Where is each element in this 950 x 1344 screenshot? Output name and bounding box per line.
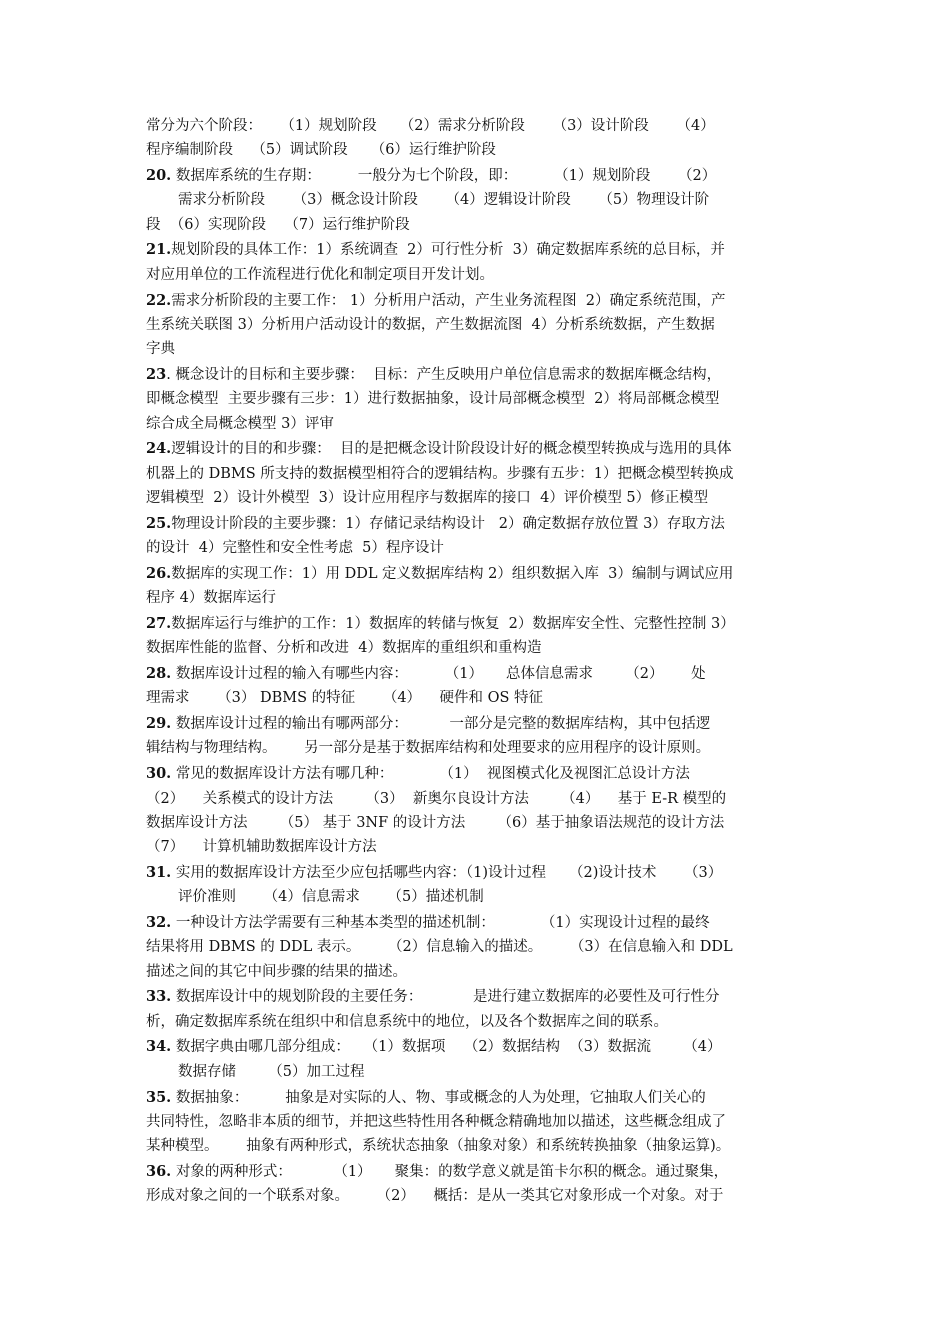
text-line [146, 164, 808, 188]
document-page [146, 114, 808, 1210]
entry-number: 20. [146, 167, 172, 185]
entry-number: 26. [146, 564, 172, 582]
entry-22 [146, 289, 808, 362]
entry-number: 22. [146, 291, 172, 309]
text-line: 需求分析阶段的主要工作： 1）分析用户活动，产生业务流程图 2）确定系统范围，产 [171, 292, 726, 309]
text-line: 对象的两种形式： （1） 聚集：的数学意义就是笛卡尔积的概念。通过聚集， [171, 1163, 729, 1180]
text-line: 某种模型。 抽象有两种形式，系统状态抽象（抽象对象）和系统转换抽象（抽象运算)。 [146, 1138, 731, 1155]
text-line: 描述之间的其它中间步骤的结果的描述。 [146, 963, 407, 980]
text-line: 辑结构与物理结构。 另一部分是基于数据库结构和处理要求的应用程序的设计原则。 [146, 740, 711, 757]
text-line: 共同特性，忽略非本质的细节，并把这些特性用各种概念精确地加以描述，这些概念组成了 [146, 1113, 726, 1130]
text-line [146, 712, 808, 736]
entry-26 [146, 562, 808, 611]
entry-number: 27. [146, 614, 172, 632]
text-line [146, 762, 808, 786]
text-line: 评价准则 （4）信息需求 （5）描述机制 [178, 889, 484, 906]
text-line [146, 238, 808, 262]
text-line: 数据库设计过程的输入有哪些内容： （1） 总体信息需求 （2） 处 [171, 666, 706, 683]
text-line: 常见的数据库设计方法有哪几种： （1） 视图模式化及视图汇总设计方法 [171, 766, 690, 783]
text-line [146, 861, 808, 885]
text-line: 逻辑设计的目的和步骤： 目的是把概念设计阶段设计好的概念模型转换成与选用的具体 [171, 441, 732, 458]
text-line: 理需求 （3） DBMS 的特征 （4） 硬件和 OS 特征 [146, 690, 544, 707]
text-line: 数据库设计方法 （5） 基于 3NF 的设计方法 （6）基于抽象语法规范的设计方法 [146, 814, 725, 831]
entry-20 [146, 164, 808, 237]
text-line: 需求分析阶段 （3）概念设计阶段 （4）逻辑设计阶段 （5）物理设计阶 [178, 192, 710, 209]
text-line [146, 662, 808, 686]
entry-number: 33. [146, 988, 172, 1006]
text-line [146, 1035, 808, 1059]
text-line: 结果将用 DBMS 的 DDL 表示。 （2）信息输入的描述。 （3）在信息输入和 DDL [146, 939, 733, 956]
text-line: 数据库系统的生存期： 一般分为七个阶段，即： （1）规划阶段 （2） [171, 168, 717, 185]
text-line: 数据字典由哪几部分组成： （1）数据项 （2）数据结构 （3）数据流 （4） [171, 1039, 722, 1056]
entry-number: 28. [146, 665, 172, 683]
text-line: 数据库的实现工作：1）用 DDL 定义数据库结构 2）组织数据入库 3）编制与调试应用 [171, 565, 734, 582]
text-line [146, 562, 808, 586]
text-line: 数据库运行与维护的工作：1）数据库的转储与恢复 2）数据库安全性、完整性控制 3） [171, 615, 735, 632]
text-line [146, 911, 808, 935]
entry-25 [146, 512, 808, 561]
text-line [146, 363, 808, 387]
entry-32 [146, 911, 808, 984]
text-line: 对应用单位的工作流程进行优化和制定项目开发计划。 [146, 266, 494, 283]
entry-number: 25. [146, 514, 172, 532]
entry-28 [146, 662, 808, 711]
text-line: 物理设计阶段的主要步骤：1）存储记录结构设计 2）确定数据存放位置 3）存取方法 [171, 515, 725, 532]
text-line: 程序 4）数据库运行 [146, 590, 276, 607]
entry-33 [146, 985, 808, 1034]
text-line: 字典 [146, 341, 175, 358]
text-line: 析，确定数据库系统在组织中和信息系统中的地位，以及各个数据库之间的联系。 [146, 1013, 668, 1030]
entry-number: 35. [146, 1088, 172, 1106]
entry-27 [146, 612, 808, 661]
text-line: 综合成全局概念模型 3）评审 [146, 415, 334, 432]
entry-23 [146, 363, 808, 436]
entry-number: 29. [146, 715, 172, 733]
text-line: （7） 计算机辅助数据库设计方法 [146, 839, 377, 856]
entry-29 [146, 712, 808, 761]
entry-number: 30. [146, 765, 172, 783]
text-line: 生系统关联图 3）分析用户活动设计的数据，产生数据流图 4）分析系统数据，产生数据 [146, 316, 715, 333]
text-line: 数据库性能的监督、分析和改进 4）数据库的重组织和重构造 [146, 640, 542, 657]
text-line: 逻辑模型 2）设计外模型 3）设计应用程序与数据库的接口 4）评价模型 5）修正模型 [146, 489, 709, 506]
text-line: 形成对象之间的一个联系对象。 （2） 概括：是从一类其它对象形成一个对象。对于 [146, 1188, 724, 1205]
text-line: 规划阶段的具体工作：1）系统调查 2）可行性分析 3）确定数据库系统的总目标，并 [171, 242, 725, 259]
text-line: 数据存储 （5）加工过程 [178, 1063, 365, 1080]
entry-31 [146, 861, 808, 910]
text-line: . 概念设计的目标和主要步骤： 目标：产生反映用户单位信息需求的数据库概念结构， [166, 366, 722, 383]
text-line: 的设计 4）完整性和安全性考虑 5）程序设计 [146, 540, 444, 557]
text-line: 即概念模型 主要步骤有三步：1）进行数据抽象，设计局部概念模型 2）将局部概念模型 [146, 391, 720, 408]
entry-number: 34. [146, 1038, 172, 1056]
text-line [146, 1086, 808, 1110]
entry-number: 36. [146, 1162, 172, 1180]
entry-36 [146, 1160, 808, 1209]
text-line: 常分为六个阶段： （1）规划阶段 （2）需求分析阶段 （3）设计阶段 （4） [146, 118, 715, 134]
entry-number: 31. [146, 863, 172, 881]
text-line: 段 （6）实现阶段 （7）运行维护阶段 [146, 216, 410, 233]
text-line [146, 512, 808, 536]
text-line: 程序编制阶段 （5）调试阶段 （6）运行维护阶段 [146, 142, 496, 159]
text-line [146, 1160, 808, 1184]
text-line: 数据库设计过程的输出有哪两部分： 一部分是完整的数据库结构，其中包括逻 [171, 716, 711, 733]
entry-number: 32. [146, 914, 172, 931]
entry-number: 23 [146, 365, 167, 383]
text-line [146, 289, 808, 313]
entry-34 [146, 1035, 808, 1084]
text-line: 机器上的 DBMS 所支持的数据模型相符合的逻辑结构。步骤有五步：1）把概念模型转换成 [146, 465, 734, 482]
entry-number: 21. [146, 241, 172, 259]
entry-35 [146, 1086, 808, 1159]
text-line [146, 985, 808, 1009]
text-line: 数据库设计中的规划阶段的主要任务： 是进行建立数据库的必要性及可行性分 [171, 989, 720, 1006]
entry-21 [146, 238, 808, 287]
text-line [146, 612, 808, 636]
text-line: 一种设计方法学需要有三种基本类型的描述机制： （1）实现设计过程的最终 [171, 915, 710, 931]
text-line: （2） 关系模式的设计方法 （3） 新奥尔良设计方法 （4） 基于 E-R 模型的 [146, 790, 727, 807]
entry-stage-intro [146, 114, 808, 163]
text-line: 实用的数据库设计方法至少应包括哪些内容：（1)设计过程 （2)设计技术 （3） [171, 864, 723, 881]
entry-30 [146, 762, 808, 859]
text-line [146, 437, 808, 461]
text-line: 数据抽象： 抽象是对实际的人、物、事或概念的人为处理，它抽取人们关心的 [171, 1089, 706, 1106]
entry-number: 24. [146, 440, 172, 458]
entry-24 [146, 437, 808, 510]
